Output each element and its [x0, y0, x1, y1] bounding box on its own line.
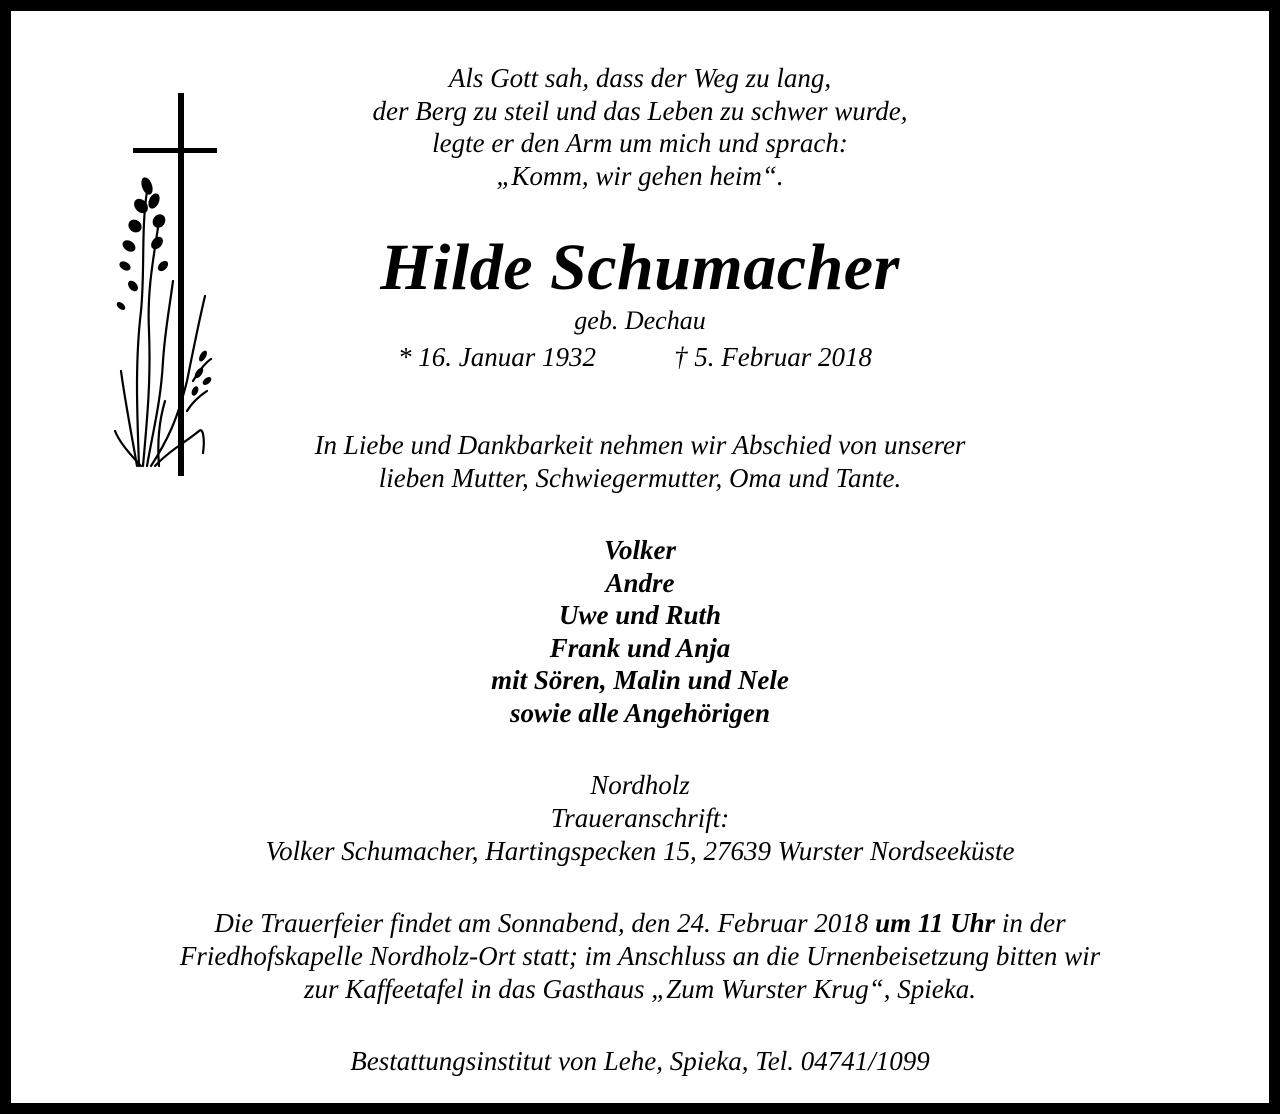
farewell-line-1: In Liebe und Dankbarkeit nehmen wir Abschied von unserer: [314, 430, 966, 460]
undertaker-line: Bestattungsinstitut von Lehe, Spieka, Tel. 04741/1099: [350, 1046, 930, 1076]
address-place: Nordholz: [590, 770, 690, 800]
mourner-4: Frank und Anja: [549, 633, 731, 663]
ceremony-line-1-end: in der: [1001, 908, 1066, 938]
mourner-2: Andre: [605, 568, 675, 598]
address-line: Volker Schumacher, Hartingspecken 15, 27639 Wurster Nordseeküste: [265, 836, 1015, 866]
death-date: † 5. Februar 2018: [674, 342, 872, 372]
deceased-name: Hilde Schumacher: [380, 231, 900, 304]
ceremony-line-3: zur Kaffeetafel in das Gasthaus „Zum Wurster Krug“, Spieka.: [303, 974, 977, 1004]
mourner-3: Uwe und Ruth: [558, 600, 722, 630]
ceremony-time: um 11 Uhr: [875, 908, 996, 938]
ceremony-line-1: [11, 910, 1269, 937]
mourner-5: mit Sören, Malin und Nele: [491, 665, 789, 695]
verse-line-2: der Berg zu steil und das Leben zu schwer wurde,: [372, 96, 908, 126]
verse-line-1: Als Gott sah, dass der Weg zu lang,: [448, 63, 832, 93]
ceremony-line-1-start: Die Trauerfeier findet am Sonnabend, den 24. Februar 2018: [214, 908, 869, 938]
birth-date: * 16. Januar 1932: [398, 342, 596, 372]
verse-line-3: legte er den Arm um mich und sprach:: [432, 128, 848, 158]
verse-line-4: „Komm, wir gehen heim“.: [496, 161, 784, 191]
farewell-line-2: lieben Mutter, Schwiegermutter, Oma und Tante.: [378, 463, 902, 493]
address-label: Traueranschrift:: [550, 803, 730, 833]
maiden-name: geb. Dechau: [574, 306, 706, 335]
mourner-6: sowie alle Angehörigen: [509, 698, 771, 728]
ceremony-line-2: Friedhofskapelle Nordholz-Ort statt; im Anschluss an die Urnenbeisetzung bitten wir: [179, 941, 1101, 971]
mourner-1: Volker: [603, 535, 676, 565]
